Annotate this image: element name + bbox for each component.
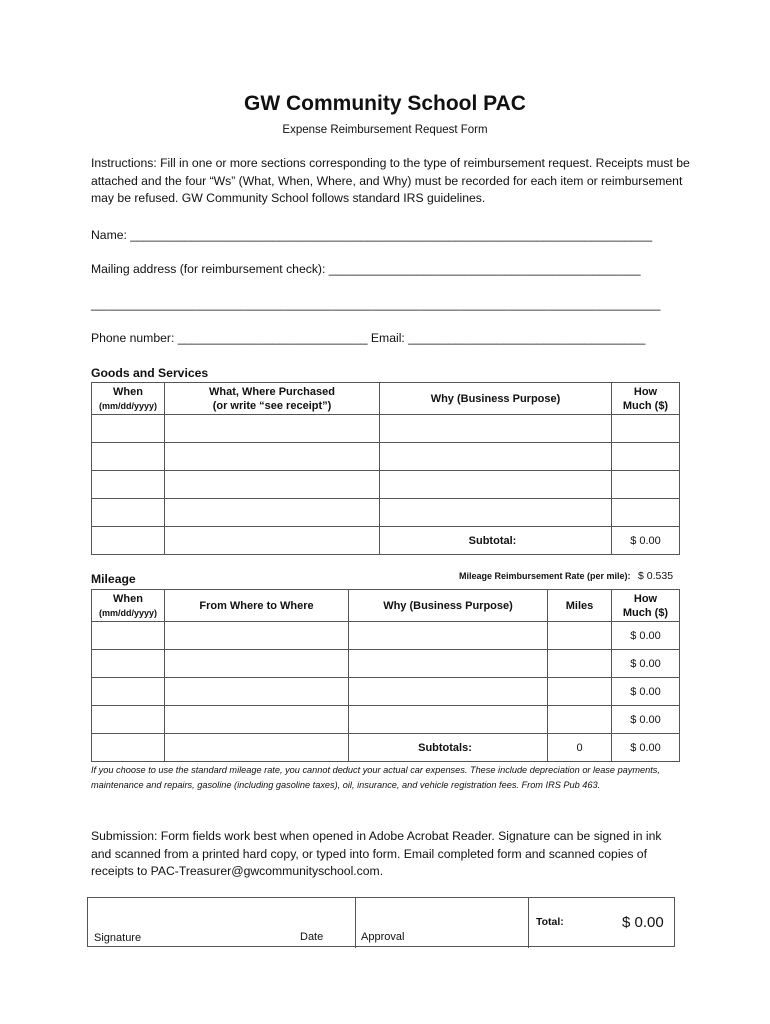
goods-when-cell[interactable] — [92, 499, 165, 527]
mileage-row — [92, 706, 680, 734]
goods-when-cell[interactable] — [92, 415, 165, 443]
goods-what-cell[interactable] — [165, 415, 380, 443]
mileage-miles-cell[interactable] — [548, 706, 612, 734]
goods-why-cell[interactable] — [380, 471, 612, 499]
goods-row — [92, 415, 680, 443]
goods-subtotal-spacer — [92, 527, 165, 555]
goods-amount-cell[interactable] — [612, 471, 680, 499]
date-field[interactable]: Date — [300, 931, 324, 943]
mileage-amount-header — [612, 590, 680, 622]
mileage-amount-cell: $ 0.00 — [612, 622, 680, 650]
total-label: Total: — [536, 916, 564, 928]
mileage-miles-header: Miles — [548, 590, 612, 622]
what-header-line1: What, Where Purchased — [209, 385, 335, 398]
goods-why-cell[interactable] — [380, 499, 612, 527]
goods-why-cell[interactable] — [380, 415, 612, 443]
goods-what-cell[interactable] — [165, 443, 380, 471]
form-subtitle: Expense Reimbursement Request Form — [282, 124, 488, 136]
goods-row — [92, 471, 680, 499]
mileage-when-cell[interactable] — [92, 706, 165, 734]
mileage-why-cell[interactable] — [349, 650, 548, 678]
mileage-rate-label: Mileage Reimbursement Rate (per mile): — [459, 571, 631, 581]
signature-block — [87, 897, 675, 947]
mileage-why-cell[interactable] — [349, 678, 548, 706]
total-value: $ 0.00 — [622, 914, 664, 931]
mileage-when-cell[interactable] — [92, 650, 165, 678]
goods-why-cell[interactable] — [380, 443, 612, 471]
mileage-table — [91, 589, 680, 762]
mileage-subtotal-spacer — [165, 734, 349, 762]
when-header-label: When — [113, 592, 143, 605]
mileage-rate-value[interactable]: $ 0.535 — [638, 570, 674, 582]
mileage-subtotals-label: Subtotals: — [349, 734, 548, 762]
goods-subtotal-label: Subtotal: — [380, 527, 612, 555]
mileage-why-cell[interactable] — [349, 706, 548, 734]
how-header-line2: Much ($) — [622, 606, 669, 619]
approval-field[interactable]: Approval — [361, 931, 405, 943]
mileage-row — [92, 622, 680, 650]
signature-divider — [355, 898, 356, 948]
mileage-when-cell[interactable] — [92, 678, 165, 706]
goods-row — [92, 499, 680, 527]
goods-what-cell[interactable] — [165, 499, 380, 527]
goods-amount-cell[interactable] — [612, 415, 680, 443]
mileage-row — [92, 678, 680, 706]
mileage-miles-cell[interactable] — [548, 650, 612, 678]
goods-subtotal-row — [92, 527, 680, 555]
mileage-from-where-cell[interactable] — [165, 678, 349, 706]
mileage-why-cell[interactable] — [349, 622, 548, 650]
mailing-address-field-2[interactable]: ____________________________________________________________________________________ — [91, 297, 661, 311]
mileage-section-title: Mileage — [91, 572, 136, 586]
mileage-subtotal-row — [92, 734, 680, 762]
name-row — [91, 228, 652, 242]
mailing-address-field[interactable]: ______________________________________________ — [328, 262, 641, 276]
goods-table — [91, 382, 680, 555]
mileage-from-where-cell[interactable] — [165, 650, 349, 678]
mileage-irs-note: If you choose to use the standard mileage rate, you cannot deduct your actual car expenses. These include depreciation or lease payments, maintenance and repairs, gasoline (including gasoline taxes), oil, insurance, and vehicle registration fees. From IRS Pub 463. — [91, 765, 660, 790]
mileage-miles-cell[interactable] — [548, 678, 612, 706]
email-field[interactable]: ___________________________________ — [408, 331, 646, 345]
mileage-subtotal-amount: $ 0.00 — [612, 734, 680, 762]
goods-header-row — [92, 383, 680, 415]
when-header-label: When — [113, 385, 143, 398]
how-header-line1: How — [633, 385, 658, 398]
mailing-address-label: Mailing address (for reimbursement check): — [91, 262, 326, 276]
mileage-from-where-header: From Where to Where — [165, 590, 349, 622]
email-label: Email: — [370, 331, 405, 345]
mileage-when-cell[interactable] — [92, 622, 165, 650]
phone-field[interactable]: ____________________________ — [177, 331, 368, 345]
how-header-line2: Much ($) — [622, 399, 669, 412]
mileage-amount-cell: $ 0.00 — [612, 678, 680, 706]
signature-field[interactable]: Signature — [94, 932, 142, 944]
mileage-row — [92, 650, 680, 678]
goods-amount-cell[interactable] — [612, 443, 680, 471]
goods-row — [92, 443, 680, 471]
when-format-label: (mm/dd/yyyy) — [98, 400, 158, 411]
name-label: Name: — [91, 228, 127, 242]
goods-when-header — [92, 383, 165, 415]
mileage-why-header: Why (Business Purpose) — [349, 590, 548, 622]
mileage-amount-cell: $ 0.00 — [612, 650, 680, 678]
phone-email-row — [91, 331, 645, 345]
mileage-from-where-cell[interactable] — [165, 622, 349, 650]
instructions-text: Instructions: Fill in one or more sections corresponding to the type of reimbursement request. Receipts must be attached and the four “Ws” (What, When, Where, and Why) must be recorded for each item or reimbursement may be refused. GW Community School follows standard IRS guidelines. — [91, 156, 690, 205]
how-header-line1: How — [633, 592, 658, 605]
mileage-amount-cell: $ 0.00 — [612, 706, 680, 734]
approval-divider — [528, 898, 529, 948]
submission-text: Submission: Form fields work best when opened in Adobe Acrobat Reader. Signature can be signed in ink and scanned from a printed hard copy, or typed into form. Email completed form and scanned copies of receipts to PAC-Treasurer@gwcommunityschool.com. — [91, 829, 662, 878]
page-title: GW Community School PAC — [244, 92, 526, 115]
mileage-from-where-cell[interactable] — [165, 706, 349, 734]
mileage-subtotal-spacer — [92, 734, 165, 762]
goods-when-cell[interactable] — [92, 443, 165, 471]
goods-section-title: Goods and Services — [91, 366, 209, 380]
address-row — [91, 262, 641, 276]
goods-what-header — [165, 383, 380, 415]
mileage-miles-cell[interactable] — [548, 622, 612, 650]
what-header-line2: (or write “see receipt”) — [212, 399, 332, 412]
goods-why-header: Why (Business Purpose) — [380, 383, 612, 415]
goods-amount-cell[interactable] — [612, 499, 680, 527]
name-field[interactable]: _____________________________________________________________________________ — [130, 228, 653, 242]
phone-label: Phone number: — [91, 331, 175, 345]
goods-when-cell[interactable] — [92, 471, 165, 499]
mileage-header-row — [92, 590, 680, 622]
goods-subtotal-value: $ 0.00 — [612, 527, 680, 555]
mileage-subtotal-miles: 0 — [548, 734, 612, 762]
goods-amount-header — [612, 383, 680, 415]
when-format-label: (mm/dd/yyyy) — [98, 607, 158, 618]
goods-what-cell[interactable] — [165, 471, 380, 499]
mileage-when-header — [92, 590, 165, 622]
goods-subtotal-spacer — [165, 527, 380, 555]
